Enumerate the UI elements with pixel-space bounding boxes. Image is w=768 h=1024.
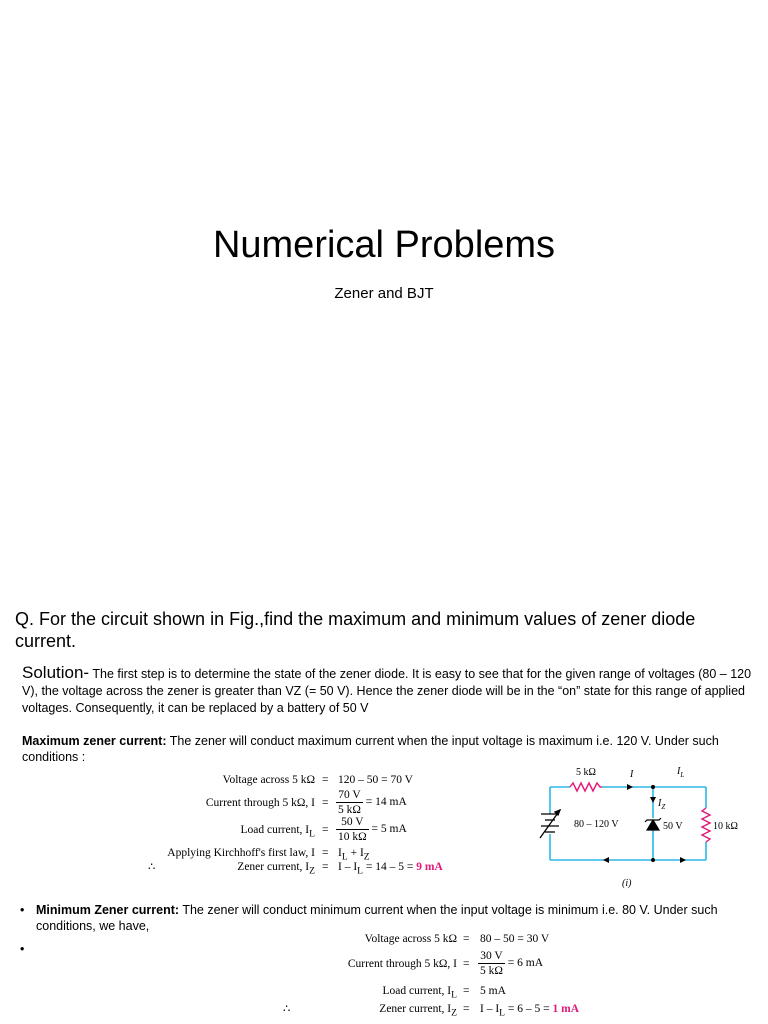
min-eq3-label: Load current, $I_L$ [382, 985, 457, 1001]
circuit-caption: (i) [622, 878, 632, 889]
label-current-i: I [630, 769, 634, 780]
label-current-iz: $I_Z$ [658, 798, 666, 811]
min-eq1-equals: = [463, 933, 470, 945]
min-eq4-equals: = [463, 1003, 470, 1015]
max-eq1-equals: = [322, 774, 329, 786]
resistor-5k [570, 783, 602, 791]
solution-paragraph [22, 664, 752, 717]
min-eq4-value: $I - I_L = 6 - 5 = 1$ mA [480, 1003, 580, 1019]
label-current-il: $I_L$ [677, 766, 685, 779]
current-arrow-load [680, 857, 686, 863]
label-r1: 5 kΩ [576, 767, 596, 778]
variable-battery-icon [540, 810, 560, 838]
min-eq2-denominator: 5 kΩ [480, 965, 503, 977]
min-eq1-label: Voltage across 5 kΩ [364, 933, 457, 945]
label-zener: 50 V [663, 821, 683, 832]
minimum-section [20, 902, 755, 934]
minimum-bullet [20, 902, 755, 934]
max-eq3-denominator: 10 kΩ [338, 831, 367, 843]
max-eq5-equals: = [322, 861, 329, 873]
minimum-text: The zener will conduct minimum current when the input voltage is minimum i.e. 80 V. Under such conditions, we have, [36, 903, 718, 933]
max-eq1-value: 120 – 50 = 70 V [338, 774, 413, 786]
max-eq3-fraction [336, 815, 407, 844]
min-eq3-equals: = [463, 985, 470, 997]
max-eq3-result: = 5 mA [371, 823, 407, 836]
current-arrow-i [627, 784, 633, 790]
max-eq3-equals: = [322, 824, 329, 836]
bullet-dot: • [20, 903, 25, 917]
maximum-heading: Maximum zener current: [22, 734, 167, 748]
min-eq4-label: Zener current, $I_Z$ [379, 1003, 457, 1019]
max-eq2-equals: = [322, 797, 329, 809]
max-eq5-value: $I - I_L = 14 - 5 = 9$ mA [338, 861, 443, 877]
resistor-10k [702, 808, 710, 842]
solution-lead: Solution- [22, 663, 90, 682]
max-eq2-denominator: 5 kΩ [338, 804, 361, 816]
slide-title: Numerical Problems [212, 224, 556, 266]
current-arrow-bottom [603, 857, 609, 863]
max-eq5-therefore: ∴ [148, 861, 156, 873]
min-eq1-value: 80 – 50 = 30 V [480, 933, 550, 945]
junction-bottom [651, 858, 655, 862]
max-eq1-label: Voltage across 5 kΩ [222, 774, 315, 786]
min-eq2-label: Current through 5 kΩ, I [347, 958, 457, 970]
max-eq4-value: $I_L + I_Z$ [338, 847, 370, 863]
max-eq3-numerator: 50 V [336, 815, 369, 830]
slide-subtitle: Zener and BJT [334, 285, 434, 302]
max-eq2-fraction [336, 788, 407, 817]
max-eq4-label: Applying Kirchhoff's first law, I [167, 847, 315, 859]
empty-bullet-dot: • [20, 942, 25, 956]
solution-text: The first step is to determine the state of the zener diode. It is easy to see that for the given range of voltages (80 – 120 V), the voltage across the zener is greater than VZ (= 50 V). Hence the zener diode will be in the “on” state for this range of applied voltages. Consequently, it can be replaced by a battery of 50 V [22, 667, 752, 715]
max-eq5-label: Zener current, $I_Z$ [237, 861, 315, 877]
question-text: Q. For the circuit shown in Fig.,find the maximum and minimum values of zener diode current. [15, 609, 696, 651]
maximum-text: The zener will conduct maximum current when the input voltage is maximum i.e. 120 V. Under such conditions : [22, 734, 719, 764]
min-zener-result: 1 mA [552, 1003, 580, 1015]
max-eq2-result: = 14 mA [365, 796, 407, 809]
min-eq2-equals: = [463, 958, 470, 970]
max-eq2-label: Current through 5 kΩ, I [205, 797, 315, 809]
zener-diode-icon [645, 818, 661, 830]
junction-top [651, 785, 655, 789]
max-eq3-label: Load current, $I_L$ [240, 824, 315, 840]
current-arrow-iz [650, 797, 656, 803]
min-eq4-therefore: ∴ [283, 1003, 291, 1015]
max-eq2-numerator: 70 V [336, 788, 363, 803]
zener-circuit-diagram [530, 760, 760, 895]
min-eq2-result: = 6 mA [507, 957, 544, 970]
max-zener-result: 9 mA [416, 861, 443, 873]
max-eq4-equals: = [322, 847, 329, 859]
minimum-heading: Minimum Zener current: [36, 903, 180, 917]
label-source: 80 – 120 V [574, 819, 619, 830]
label-load: 10 kΩ [713, 821, 738, 832]
min-eq2-numerator: 30 V [478, 949, 505, 964]
min-eq3-value: 5 mA [480, 985, 506, 997]
min-eq2-fraction [478, 949, 543, 978]
